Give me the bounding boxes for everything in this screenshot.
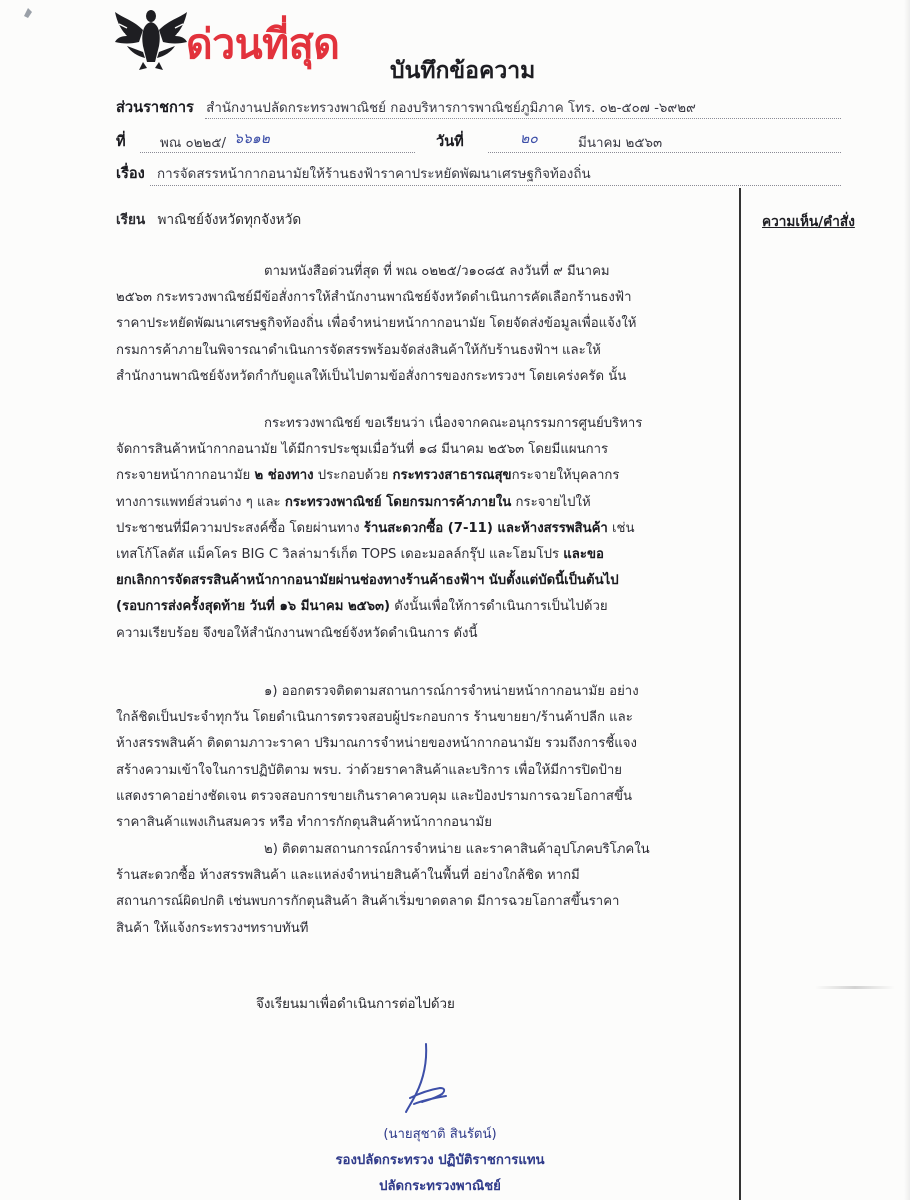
urgency-stamp: ด่วนที่สุด [186, 20, 340, 68]
ref-field [116, 130, 134, 153]
para2-line [116, 568, 728, 594]
item-1 [116, 679, 728, 836]
subject-dotline [150, 185, 841, 186]
date-value: มีนาคม ๒๕๖๓ [578, 136, 663, 151]
item1-line: ๑) ออกตรวจติดตามสถานการณ์การจำหน่ายหน้ากากอนามัย อย่าง [264, 684, 639, 699]
comments-heading: ความเห็น/คำสั่ง [762, 214, 855, 230]
ref-handwritten: ๖๖๑๒ [234, 131, 270, 147]
scan-mark-icon [22, 6, 34, 20]
item1-line: ราคาสินค้าแพงเกินสมควร หรือ ทำการกักตุนสินค้าหน้ากากอนามัย [116, 814, 492, 830]
salutation [116, 208, 301, 230]
signatory-name: (นายสุชาติ สินรัตน์) [383, 1127, 497, 1142]
subject-label: เรื่อง [116, 165, 145, 182]
para2-line [116, 542, 728, 568]
date-field [436, 130, 472, 153]
signatory-block [290, 1122, 590, 1200]
para2-bold: ยกเลิกการจัดสรรสินค้าหน้ากากอนามัยผ่านช่องทางร้านค้าธงฟ้าฯ นับตั้งแต่บัดนี้เป็นต้นไป [116, 573, 619, 589]
para2-text: ประกอบด้วย [313, 468, 393, 484]
para2-text: กระจายไปให้ [511, 494, 591, 510]
subject-value: การจัดสรรหน้ากากอนามัยให้ร้านธงฟ้าราคาประหยัดพัฒนาเศรษฐกิจท้องถิ่น [156, 167, 591, 182]
memo-title: บันทึกข้อความ [390, 58, 536, 84]
para2-bold: (รอบการส่งครั้งสุดท้าย วันที่ ๑๖ มีนาคม ๒๕๖๓) [116, 599, 391, 615]
closing-line: จึงเรียนมาเพื่อดำเนินการต่อไปด้วย [256, 997, 455, 1012]
para2-line [116, 490, 728, 516]
para2-line: กระทรวงพาณิชย์ ขอเรียนว่า เนื่องจากคณะอนุกรรมการศูนย์บริหาร [264, 416, 643, 431]
agency-value: สำนักงานปลัดกระทรวงพาณิชย์ กองบริหารการพาณิชย์ภูมิภาค โทร. ๐๒-๕๐๗ -๖๙๒๙ [206, 101, 696, 116]
item1-line: สร้างความเข้าใจในการปฏิบัติตาม พรบ. ว่าด้วยราคาสินค้าและบริการ เพื่อให้มีการปิดป้าย [116, 762, 623, 778]
item2-line: สถานการณ์ผิดปกติ เช่นพบการกักตุนสินค้า สินค้าเริ่มขาดตลาด มีการฉวยโอกาสขึ้นราคา [116, 894, 620, 910]
ref-value-wrap [160, 132, 226, 153]
para2-bold: ๒ ช่องทาง [254, 468, 314, 484]
date-day-handwritten: ๒๐ [520, 131, 538, 147]
para1-line: กรมการค้าภายในพิจารณาดำเนินการจัดสรรพร้อมจัดส่งสินค้าให้กับร้านธงฟ้าฯ และให้ [116, 342, 601, 358]
para2-text: กระจายให้บุคลากร [511, 468, 620, 484]
ref-dotline [140, 152, 415, 153]
comments-divider [739, 188, 741, 1200]
para2-line [116, 463, 728, 489]
para2-text: เทสโก้โลตัส แม็คโคร BIG C วิลล่ามาร์เก็ต TOPS เดอะมอลล์กรุ๊ป และโฮมโปร [116, 546, 564, 562]
item2-line: ๒) ติดตามสถานการณ์การจำหน่าย และราคาสินค้าอุปโภคบริโภคใน [264, 842, 650, 857]
item1-line: แสดงราคาอย่างชัดเจน ตรวจสอบการขายเกินราคาควบคุม และป้องปรามการฉวยโอกาสขึ้น [116, 788, 632, 804]
signatory-position: ปลัดกระทรวงพาณิชย์ [379, 1179, 501, 1194]
item1-line: ใกล้ชิดเป็นประจำทุกวัน โดยดำเนินการตรวจสอบผู้ประกอบการ ร้านขายยา/ร้านค้าปลีก และ [116, 710, 633, 726]
para2-line [116, 516, 728, 542]
date-value-wrap [578, 132, 662, 153]
para2-line: จัดการสินค้าหน้ากากอนามัย ได้มีการประชุมเมื่อวันที่ ๑๘ มีนาคม ๒๕๖๓ โดยมีแผนการ [116, 442, 609, 458]
item2-line: ร้านสะดวกซื้อ ห้างสรรพสินค้า และแหล่งจำหน่ายสินค้าในพื้นที่ อย่างใกล้ชิด หากมี [116, 868, 580, 884]
page-edge-shadow [904, 0, 910, 1200]
para2-bold: และขอ [563, 546, 604, 562]
item1-line: ห้างสรรพสินค้า ติดตามภาวะราคา ปริมาณการจำหน่ายของหน้ากากอนามัย รวมถึงการชี้แจง [116, 736, 637, 752]
signatory-position: รองปลัดกระทรวง ปฏิบัติราชการแทน [335, 1153, 545, 1168]
para2-text: ดังนั้นเพื่อให้การดำเนินการเป็นไปด้วย [390, 599, 608, 615]
scan-streak [815, 986, 895, 989]
ref-label: ที่ [116, 133, 126, 150]
agency-dotline [205, 118, 841, 119]
salutation-label: เรียน [116, 212, 146, 228]
para2-line: ความเรียบร้อย จึงขอให้สำนักงานพาณิชย์จังหวัดดำเนินการ ดังนี้ [116, 625, 478, 641]
salutation-value: พาณิชย์จังหวัดทุกจังหวัด [157, 212, 302, 228]
agency-field [116, 96, 696, 119]
para1-line: ราคาประหยัดพัฒนาเศรษฐกิจท้องถิ่น เพื่อจำหน่ายหน้ากากอนามัย โดยจัดส่งข้อมูลเพื่อแจ้งให้ [116, 316, 637, 332]
ref-value: พณ ๐๒๒๕/ [160, 136, 226, 151]
para2-bold: กระทรวงพาณิชย์ โดยกรมการค้าภายใน [284, 494, 512, 510]
subject-field [116, 162, 591, 185]
para1-line: ตามหนังสือด่วนที่สุด ที่ พณ ๐๒๒๕/ว๑๐๘๕ ลงวันที่ ๙ มีนาคม [264, 264, 610, 279]
paragraph-1 [116, 259, 728, 390]
item2-line: สินค้า ให้แจ้งกระทรวงฯทราบทันที [116, 920, 309, 936]
para1-line: ๒๕๖๓ กระทรวงพาณิชย์มีข้อสั่งการให้สำนักงานพาณิชย์จังหวัดดำเนินการคัดเลือกร้านธงฟ้า [116, 290, 632, 306]
signature-icon [400, 1042, 450, 1116]
item-2 [116, 837, 728, 942]
para2-text: กระจายหน้ากากอนามัย [116, 468, 255, 484]
para2-text: เช่น [607, 520, 635, 536]
para2-bold: ร้านสะดวกซื้อ (7-11) และห้างสรรพสินค้า [363, 520, 608, 536]
date-label: วันที่ [436, 133, 464, 150]
date-dotline [488, 152, 841, 153]
paragraph-2 [116, 411, 728, 647]
agency-label: ส่วนราชการ [116, 99, 194, 116]
para2-bold: กระทรวงสาธารณสุข [392, 468, 512, 484]
para2-text: ทางการแพทย์ส่วนต่าง ๆ และ [116, 494, 285, 510]
para2-line [116, 594, 728, 620]
para1-line: สำนักงานพาณิชย์จังหวัดกำกับดูแลให้เป็นไปตามข้อสั่งการของกระทรวงฯ โดยเคร่งครัด นั้น [116, 368, 627, 384]
garuda-emblem-icon [113, 6, 189, 72]
para2-text: ประชาชนที่มีความประสงค์ซื้อ โดยผ่านทาง [116, 520, 364, 536]
